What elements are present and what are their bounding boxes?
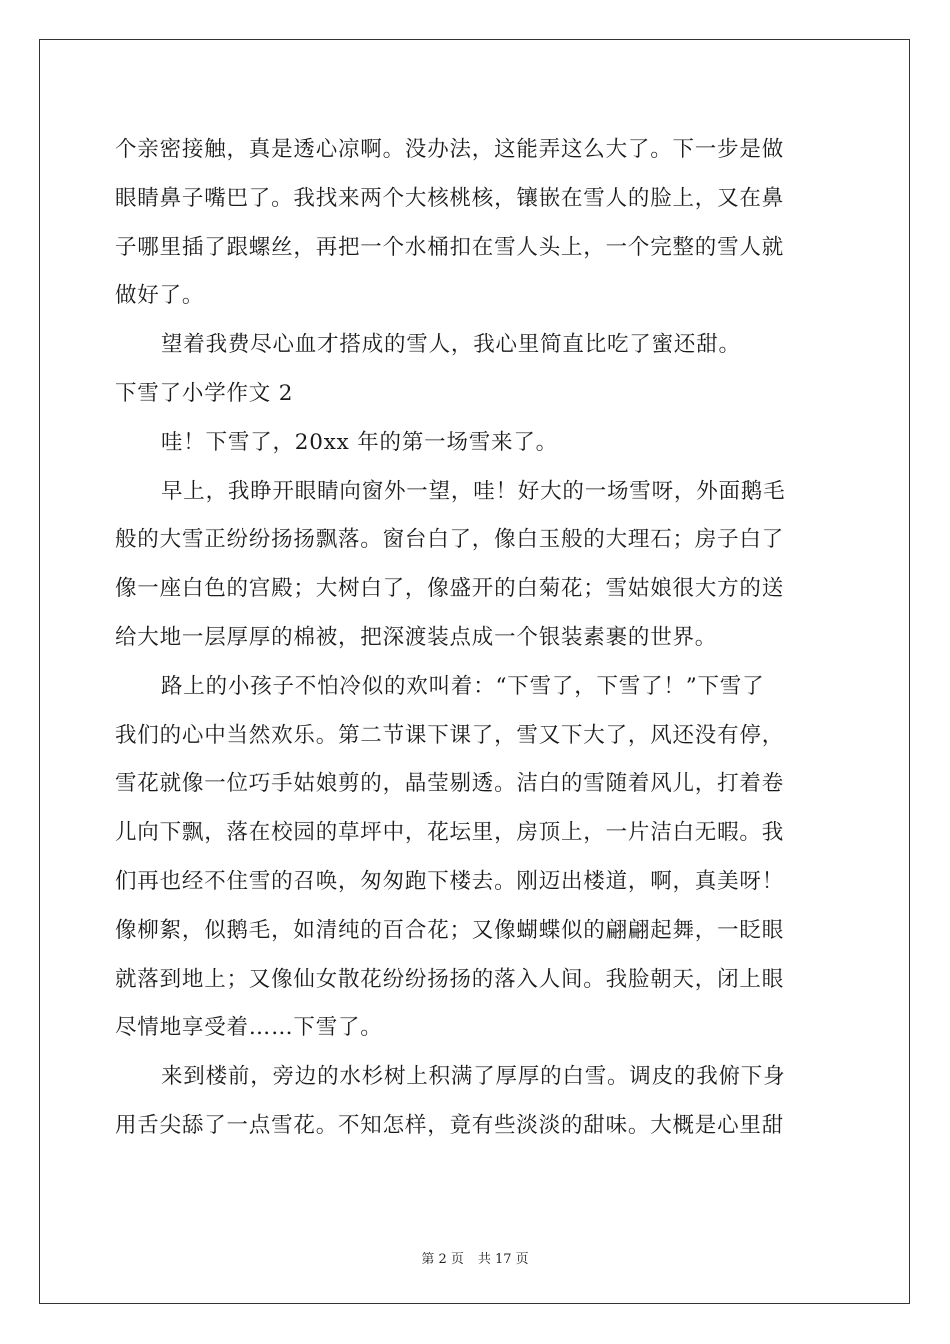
text-line: 个亲密接触，真是透心凉啊。没办法，这能弄这么大了。下一步是做 bbox=[115, 137, 785, 162]
text-line: 我们的心中当然欢乐。第二节课下课了，雪又下大了，风还没有停， bbox=[115, 722, 785, 748]
text-line: 像一座白色的宫殿；大树白了，像盛开的白菊花；雪姑娘很大方的送 bbox=[115, 576, 785, 602]
text-line: 来到楼前，旁边的水杉树上积满了厚厚的白雪。调皮的我俯下身 bbox=[161, 1064, 786, 1090]
text-line: 眼睛鼻子嘴巴了。我找来两个大核桃核，镶嵌在雪人的脸上，又在鼻 bbox=[115, 185, 785, 211]
text-line: 用舌尖舔了一点雪花。不知怎样，竟有些淡淡的甜味。大概是心里甜 bbox=[115, 1112, 785, 1138]
text-line: 般的大雪正纷纷扬扬飘落。窗台白了，像白玉般的大理石；房子白了 bbox=[115, 527, 785, 553]
text-line: 哇！下雪了，20xx 年的第一场雪来了。 bbox=[161, 429, 558, 455]
text-line: 们再也经不住雪的召唤，匆匆跑下楼去。刚迈出楼道，啊，真美呀！ bbox=[115, 868, 785, 894]
text-line: 子哪里插了跟螺丝，再把一个水桶扣在雪人头上，一个完整的雪人就 bbox=[115, 234, 785, 260]
page-total: 共 17 页 bbox=[477, 1252, 529, 1267]
text-line: 望着我费尽心血才搭成的雪人，我心里简直比吃了蜜还甜。 bbox=[161, 332, 741, 358]
text-line: 雪花就像一位巧手姑娘剪的，晶莹剔透。洁白的雪随着风儿，打着卷 bbox=[115, 771, 785, 797]
text-line: 儿向下飘，落在校园的草坪中，花坛里，房顶上，一片洁白无暇。我 bbox=[115, 820, 785, 846]
section-title: 下雪了小学作文 2 bbox=[115, 380, 294, 406]
text-line: 路上的小孩子不怕冷似的欢叫着：“下雪了，下雪了！”下雪了 bbox=[161, 673, 765, 699]
text-line: 做好了。 bbox=[115, 283, 205, 309]
page-number: 第 2 页 bbox=[421, 1252, 464, 1267]
page-footer bbox=[0, 1248, 950, 1267]
document-body bbox=[115, 126, 840, 1151]
text-line: 像柳絮，似鹅毛，如清纯的百合花；又像蝴蝶似的翩翩起舞，一眨眼 bbox=[115, 917, 785, 943]
text-line: 尽情地享受着……下雪了。 bbox=[115, 1015, 383, 1041]
text-line: 早上，我睁开眼睛向窗外一望，哇！好大的一场雪呀，外面鹅毛 bbox=[161, 478, 786, 504]
text-line: 给大地一层厚厚的棉被，把深渡装点成一个银装素裹的世界。 bbox=[115, 624, 718, 650]
text-line: 就落到地上；又像仙女散花纷纷扬扬的落入人间。我脸朝天，闭上眼 bbox=[115, 966, 785, 992]
